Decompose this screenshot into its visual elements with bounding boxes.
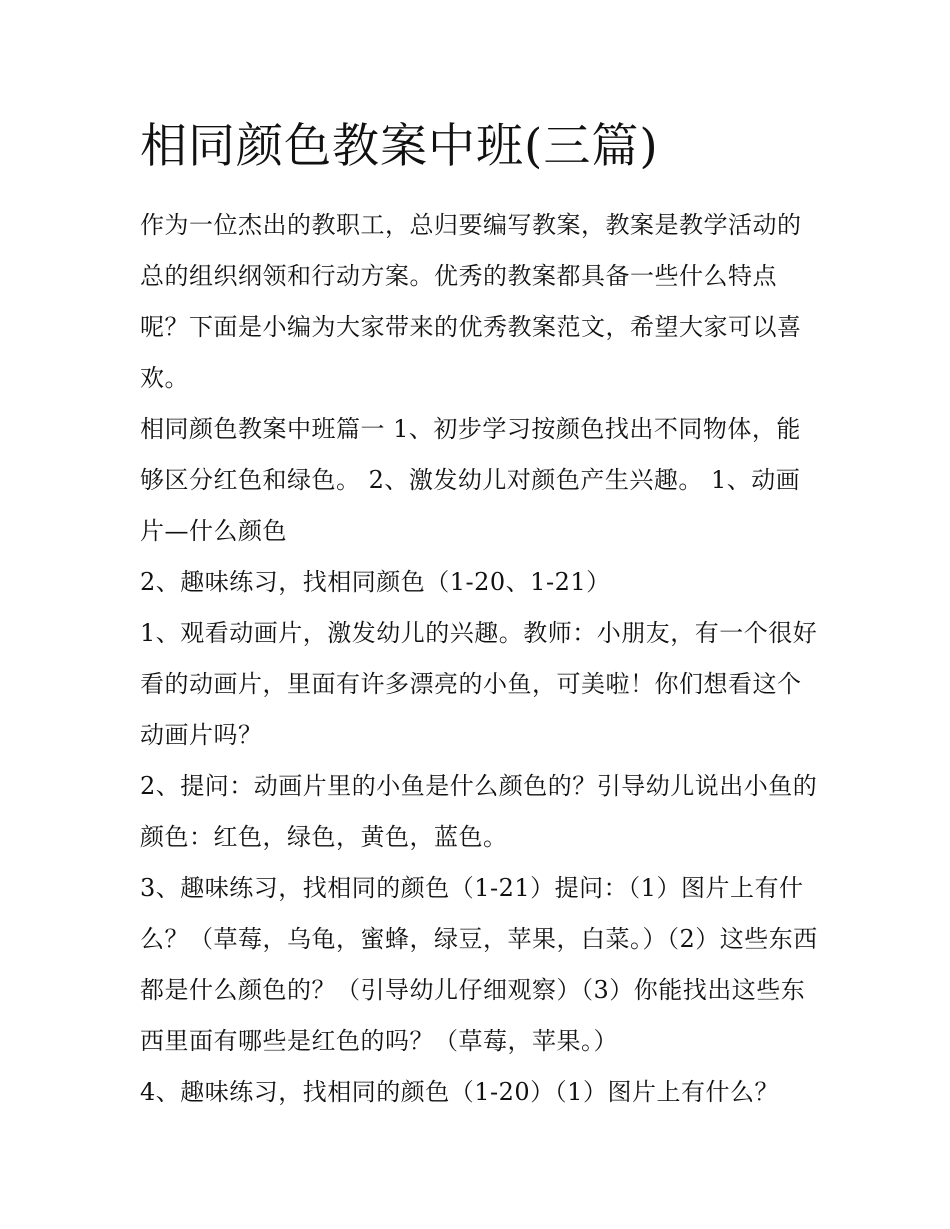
list-item: 4、趣味练习，找相同的颜色（1-20）（1）图片上有什么？ — [140, 1078, 779, 1106]
page-title: 相同颜色教案中班(三篇) — [140, 119, 659, 174]
intro-paragraph: 作为一位杰出的教职工，总归要编写教案，教案是教学活动的总的组织纲领和行动方案。优秀的教案都具备一些什么特点呢？下面是小编为大家带来的优秀教案范文，希望大家可以喜欢。 — [140, 211, 802, 392]
section-one-paragraph: 相同颜色教案中班篇一 1、初步学习按颜色找出不同物体，能够区分红色和绿色。 2、激发幼儿对颜色产生兴趣。 1、动画片—什么颜色 — [140, 415, 801, 545]
list-item: 1、观看动画片，激发幼儿的兴趣。教师：小朋友，有一个很好看的动画片，里面有许多漂亮的小鱼，可美啦！你们想看这个动画片吗？ — [140, 619, 818, 749]
list-item: 2、提问：动画片里的小鱼是什么颜色的？引导幼儿说出小鱼的颜色：红色，绿色，黄色，蓝色。 — [140, 772, 818, 851]
list-item: 2、趣味练习，找相同颜色（1-20、1-21） — [140, 568, 611, 596]
document-page — [140, 110, 820, 1118]
list-item: 3、趣味练习，找相同的颜色（1-21）提问：（1）图片上有什么？（草莓，乌龟，蜜蜂，绿豆，苹果，白菜。）（2）这些东西都是什么颜色的？（引导幼儿仔细观察）（3）你能找出这些东西里面有哪些是红色的吗？（草莓，苹果。） — [140, 874, 818, 1055]
